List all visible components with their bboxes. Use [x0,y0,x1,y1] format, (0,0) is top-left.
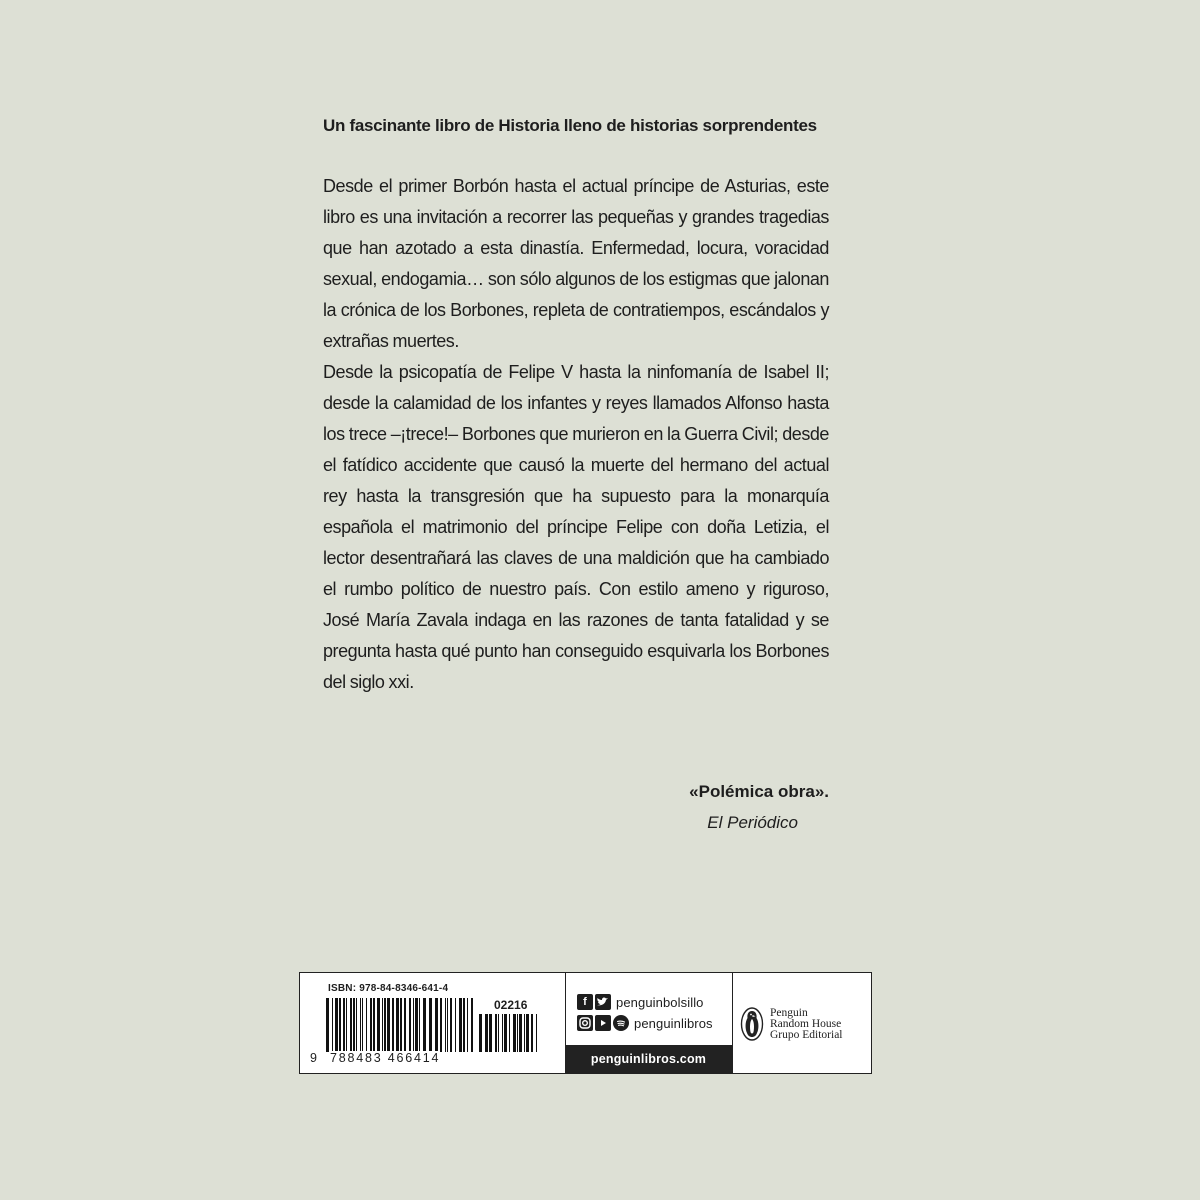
isbn-label: ISBN: 978-84-8346-641-4 [328,983,449,994]
social-row-bolsillo [577,993,704,1011]
publisher-name [770,1008,843,1041]
barcode-bar [445,998,446,1052]
barcode-bar [335,998,338,1052]
facebook-icon[interactable]: f [577,994,593,1010]
barcode-bar [526,1014,529,1052]
barcode-bar [373,998,375,1052]
quote-text: «Polémica obra». [689,782,829,801]
barcode-bar [531,1014,533,1052]
barcode-bar [353,998,355,1052]
barcode-bar [479,1014,482,1052]
barcode-bar [332,998,333,1052]
barcode-bar [360,998,361,1052]
barcode-bar [350,998,352,1052]
barcode-bar [382,998,383,1052]
addon-barcode [479,1014,541,1052]
barcode-bar [519,1014,522,1052]
barcode-bar [495,1014,497,1052]
barcode-bar [447,998,448,1052]
twitter-icon[interactable] [595,994,611,1010]
barcode-bar [450,998,452,1052]
publisher-line-1: Penguin [770,1006,808,1019]
synopsis-paragraph-1: Desde el primer Borbón hasta el actual príncipe de Asturias, este libro es una invitación a recorrer las pequeñas y grandes tragedias que han azotado a esta dinastía. Enfermedad, locura, voracidad sexual, endogamia… son sólo algunos de los estigmas que jalonan la crónica de los Borbones, repleta de contratiempos, escándalos y extrañas muertes. [323,176,829,351]
barcode-bar [377,998,380,1052]
headline: Un fascinante libro de Historia lleno de historias sorprendentes [323,116,817,135]
barcode-bar [366,998,367,1052]
barcode-bar [413,998,414,1052]
barcode-bar [504,1014,507,1052]
barcode-bar [440,998,442,1052]
barcode-bar [326,998,329,1052]
handle-penguinbolsillo[interactable]: penguinbolsillo [616,994,704,1010]
ean-barcode [326,998,474,1052]
barcode-bar [387,998,390,1052]
website-link[interactable]: penguinlibros.com [565,1045,732,1073]
ean-digits: 788483 466414 [330,1051,441,1065]
barcode-bar [400,998,402,1052]
publisher-cell [732,973,871,1073]
social-cell [565,973,733,1073]
barcode-bar [409,998,411,1052]
barcode-bar [485,1014,488,1052]
barcode-bar [467,998,468,1052]
barcode-bar [396,998,399,1052]
barcode-bar [524,1014,525,1052]
barcode-bar [419,998,420,1052]
barcode-bar [356,998,357,1052]
publisher-line-3: Grupo Editorial [770,1028,843,1041]
barcode-bar [423,998,426,1052]
barcode-panel [299,972,872,1074]
barcode-bar [489,1014,492,1052]
barcode-bar [346,998,347,1052]
barcode-bar [498,1014,499,1052]
barcode-bar [384,998,386,1052]
barcode-bar [343,998,345,1052]
barcode-bar [392,998,394,1052]
barcode-bar [536,1014,537,1052]
publisher-line-2: Random House [770,1017,842,1030]
barcode-bar [509,1014,510,1052]
barcode-bar [415,998,418,1052]
handle-penguinlibros[interactable]: penguinlibros [634,1015,713,1031]
synopsis-paragraph-2: Desde la psicopatía de Felipe V hasta la ninfomanía de Isabel II; desde la calamidad de los infantes y reyes llamados Alfonso hasta los trece –¡trece!– Borbones que murieron en la Guerra Civil; desde el fatídico accidente que causó la muerte del hermano del actual rey hasta la transgresión que ha supuesto para la monarquía española el matrimonio del príncipe Felipe con doña Letizia, el lector desentrañará las claves de una maldición que ha cambiado el rumbo político de nuestro país. Con estilo ameno y riguroso, José María Zavala indaga en las razones de tanta fatalidad y se pregunta hasta qué punto han conseguido esquivarla los Borbones del siglo xxi. [323,362,829,692]
barcode-bar [502,1014,503,1052]
ean-first-digit: 9 [310,1051,317,1065]
barcode-bar [370,998,372,1052]
barcode-bar [455,998,456,1052]
youtube-icon[interactable] [595,1015,611,1031]
social-row-libros [577,1014,713,1032]
barcode-bar [429,998,432,1052]
back-cover-text [323,116,829,698]
spotify-icon[interactable] [613,1015,629,1031]
press-quote [600,776,829,838]
isbn-cell [300,973,566,1073]
barcode-bar [362,998,363,1052]
barcode-bar [435,998,438,1052]
barcode-bar [463,998,465,1052]
barcode-bar [517,1014,518,1052]
penguin-logo-icon [740,1007,764,1041]
barcode-bar [471,998,473,1052]
price-code: 02216 [494,998,528,1012]
barcode-bar [513,1014,516,1052]
instagram-icon[interactable] [577,1015,593,1031]
quote-source: El Periódico [707,813,798,832]
barcode-bar [339,998,341,1052]
barcode-bar [459,998,462,1052]
publisher-logo [740,1007,843,1041]
barcode-bar [404,998,406,1052]
